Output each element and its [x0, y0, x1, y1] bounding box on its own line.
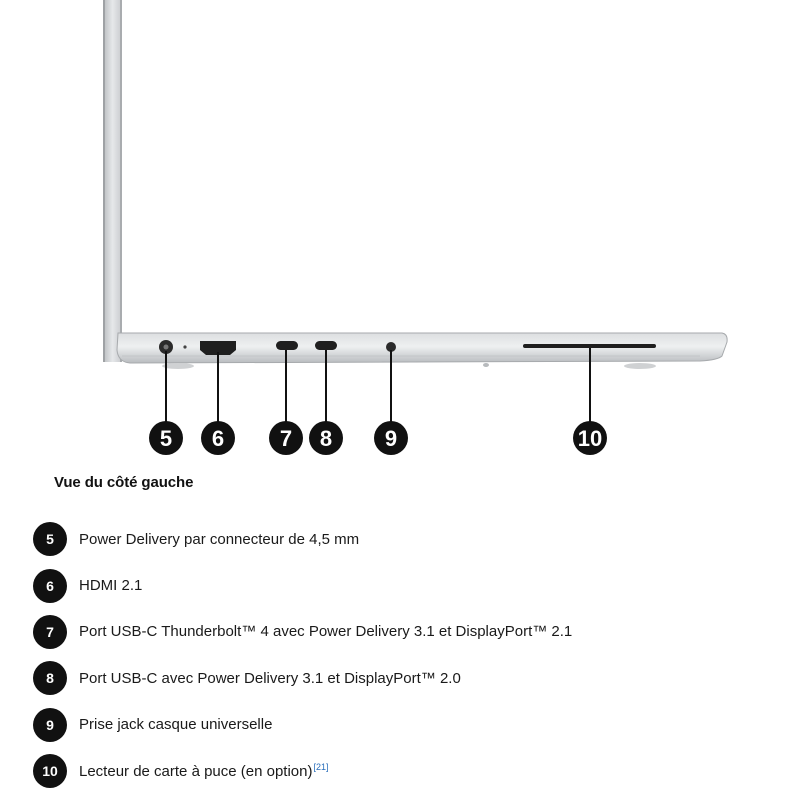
legend-text: Port USB-C Thunderbolt™ 4 avec Power Delivery 3.1 et DisplayPort™ 2.1 [79, 623, 573, 641]
number-badge: 7 [33, 615, 67, 649]
callout-9 [374, 421, 408, 455]
list-item [33, 655, 773, 701]
callout-9-label: 9 [384, 426, 398, 451]
callout-8 [309, 421, 343, 455]
callout-10-label: 10 [577, 426, 603, 451]
port-usb-c-thunderbolt [276, 341, 298, 350]
legend-text: Power Delivery par connecteur de 4,5 mm [79, 530, 360, 548]
list-item [33, 516, 773, 562]
laptop-lid [103, 0, 122, 362]
legend-text-body: Lecteur de carte à puce (en option) [79, 763, 313, 781]
legend-text: Prise jack casque universelle [79, 716, 273, 734]
number-badge: 10 [33, 754, 67, 788]
port-legend [33, 516, 773, 794]
legend-text [79, 762, 329, 780]
callout-7-label: 7 [279, 426, 293, 451]
callout-5-label: 5 [159, 426, 173, 451]
footnote-link[interactable]: [21] [313, 762, 329, 773]
list-item [33, 562, 773, 608]
number-badge: 9 [33, 708, 67, 742]
number-badge: 5 [33, 522, 67, 556]
legend-text: HDMI 2.1 [79, 577, 143, 595]
section-title: Vue du côté gauche [54, 474, 194, 491]
callout-7 [269, 421, 303, 455]
callout-10 [573, 421, 607, 455]
callout-8-label: 8 [319, 426, 333, 451]
port-usb-c [315, 341, 337, 350]
callout-6-label: 6 [211, 426, 225, 451]
number-badge: 8 [33, 661, 67, 695]
list-item [33, 748, 773, 794]
legend-text: Port USB-C avec Power Delivery 3.1 et DisplayPort™ 2.0 [79, 669, 461, 687]
callout-6 [201, 421, 235, 455]
number-badge: 6 [33, 569, 67, 603]
list-item [33, 702, 773, 748]
port-smart-card-reader [523, 344, 656, 348]
list-item [33, 609, 773, 655]
callout-5 [149, 421, 183, 455]
